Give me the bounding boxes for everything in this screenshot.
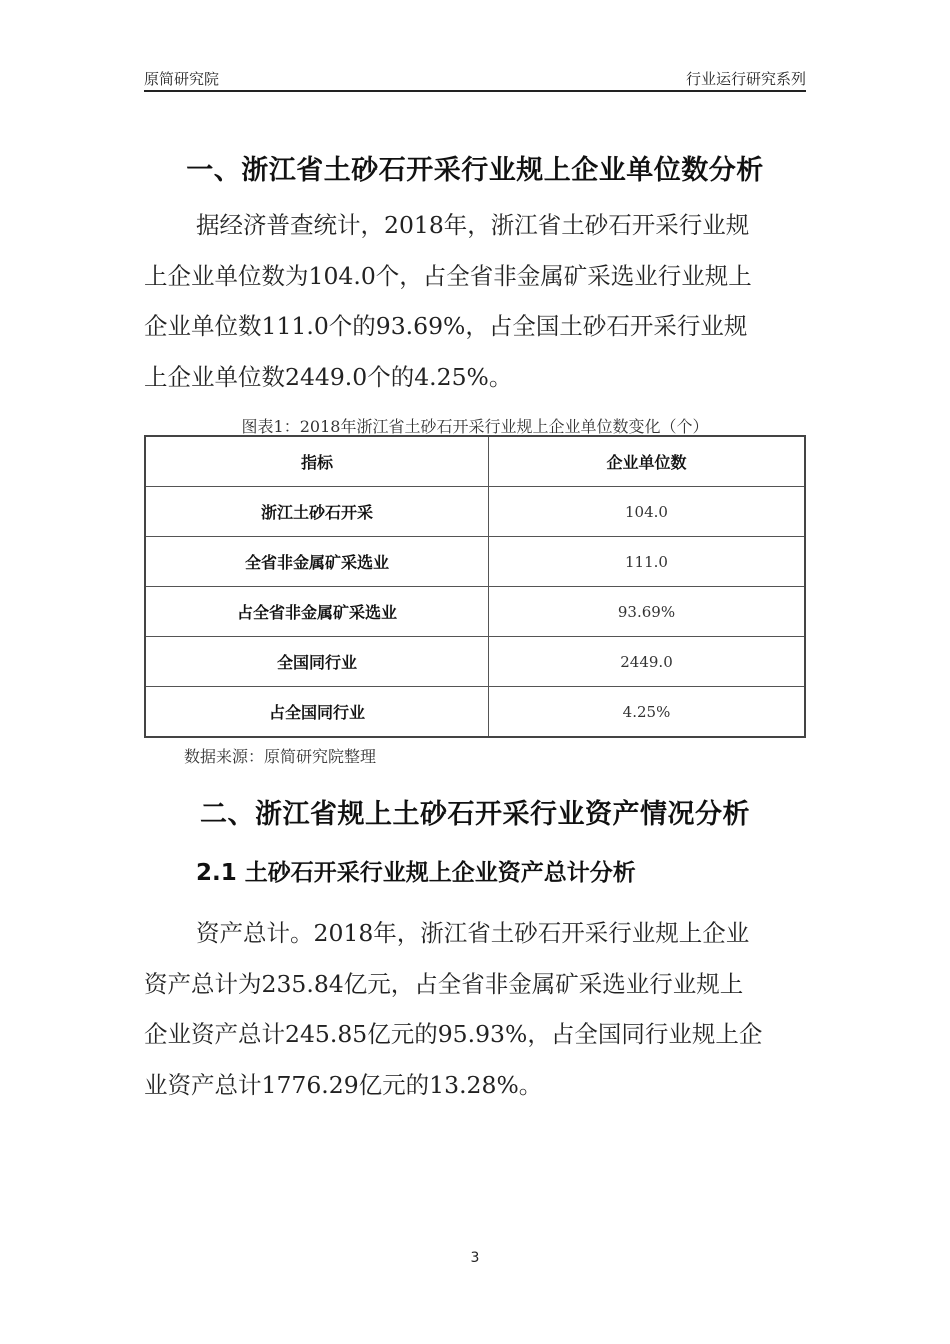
paragraph-line: 上企业单位数2449.0个的4.25%。 xyxy=(144,362,513,391)
subsection-title: 2.1 土砂石开采行业规上企业资产总计分析 xyxy=(196,860,636,886)
section1-title: 一、浙江省土砂石开采行业规上企业单位数分析 xyxy=(186,155,764,186)
row-label: 全省非金属矿采选业 xyxy=(145,537,489,587)
table-row xyxy=(145,687,805,738)
section2-paragraph xyxy=(144,908,806,1110)
row-value: 93.69% xyxy=(489,587,806,637)
table-source-note: 数据来源：原简研究院整理 xyxy=(184,747,377,766)
table-row xyxy=(145,587,805,637)
page-header xyxy=(144,66,806,92)
section1-paragraph xyxy=(144,200,806,402)
paragraph-line: 据经济普查统计，2018年，浙江省土砂石开采行业规 xyxy=(196,211,750,239)
row-label: 浙江土砂石开采 xyxy=(145,487,489,537)
paragraph-line: 业资产总计1776.29亿元的13.28%。 xyxy=(144,1070,543,1099)
row-value: 4.25% xyxy=(489,687,806,738)
column-header-count: 企业单位数 xyxy=(489,436,806,487)
table-row xyxy=(145,487,805,537)
paragraph-line: 企业资产总计245.85亿元的95.93%，占全国同行业规上企 xyxy=(144,1020,763,1048)
row-value: 2449.0 xyxy=(489,637,806,687)
row-label: 全国同行业 xyxy=(145,637,489,687)
table-row xyxy=(145,537,805,587)
paragraph-line: 资产总计为235.84亿元，占全省非金属矿采选业行业规上 xyxy=(144,969,744,998)
column-header-indicator: 指标 xyxy=(145,436,489,487)
paragraph-line: 企业单位数111.0个的93.69%，占全国土砂石开采行业规 xyxy=(144,312,748,340)
header-series-name: 行业运行研究系列 xyxy=(685,70,806,88)
table-row xyxy=(145,637,805,687)
page-number: 3 xyxy=(470,1250,480,1266)
row-value: 104.0 xyxy=(489,487,806,537)
table-header-row xyxy=(145,436,805,487)
section2-title: 二、浙江省规上土砂石开采行业资产情况分析 xyxy=(200,799,750,830)
enterprise-count-table xyxy=(144,435,806,738)
paragraph-line: 资产总计。2018年，浙江省土砂石开采行业规上企业 xyxy=(196,919,750,947)
row-label: 占全国同行业 xyxy=(145,687,489,738)
header-org-name: 原简研究院 xyxy=(144,70,220,88)
row-label: 占全省非金属矿采选业 xyxy=(145,587,489,637)
row-value: 111.0 xyxy=(489,537,806,587)
paragraph-line: 上企业单位数为104.0个，占全省非金属矿采选业行业规上 xyxy=(144,261,752,290)
table-caption: 图表1：2018年浙江省土砂石开采行业规上企业单位数变化（个） xyxy=(241,417,709,436)
